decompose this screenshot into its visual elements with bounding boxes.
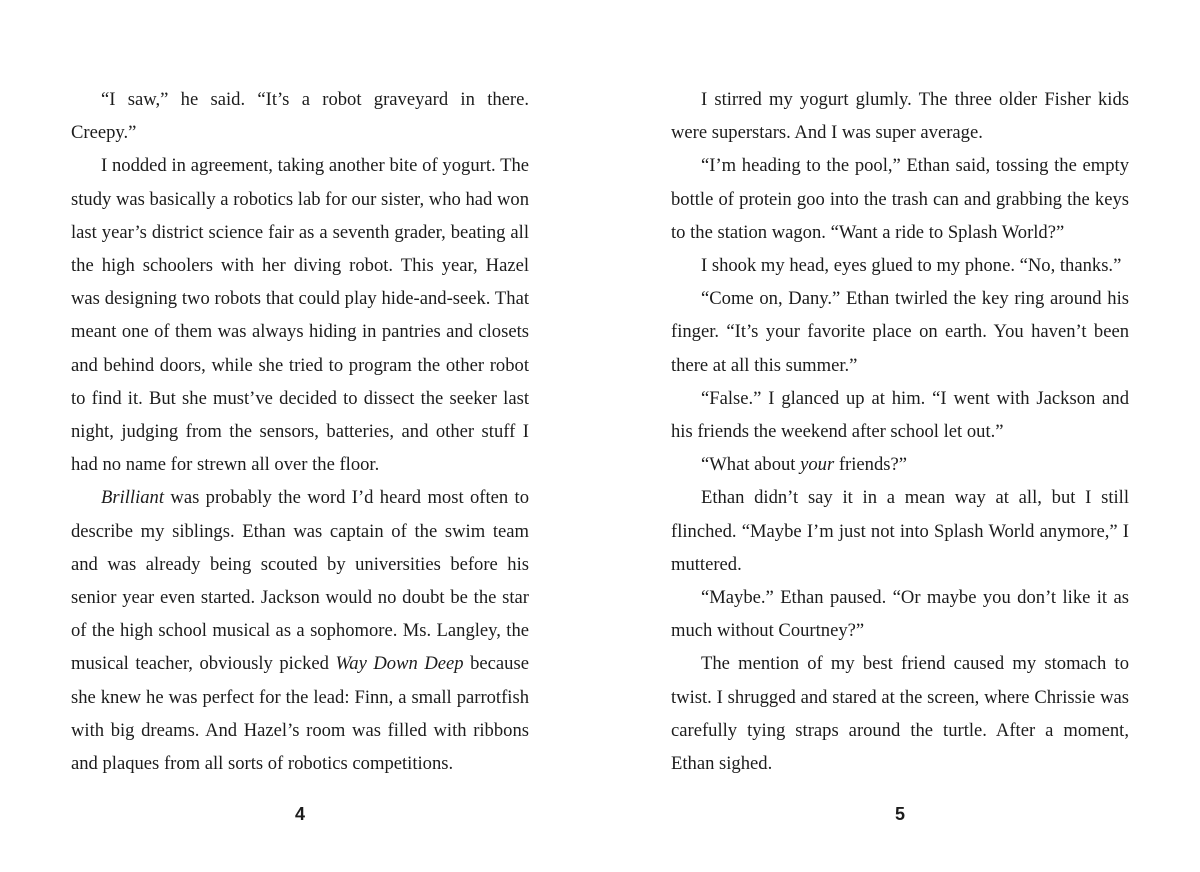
paragraph bbox=[71, 149, 529, 481]
paragraph bbox=[71, 481, 529, 780]
text-run: friends?” bbox=[834, 454, 908, 476]
text-run: because she knew he was perfect for the lead: Finn, a small parrotfish with big dreams. And Hazel’s room was filled with ribbons and plaques from all sorts of robotics competitions. bbox=[71, 653, 529, 775]
paragraph bbox=[671, 647, 1129, 780]
text-run: “I’m heading to the pool,” Ethan said, tossing the empty bottle of protein goo into the trash can and grabbing the keys to the station wagon. “Want a ride to Splash World?” bbox=[671, 155, 1129, 243]
paragraph bbox=[671, 382, 1129, 448]
italic-text: your bbox=[800, 454, 835, 476]
italic-text: Way Down Deep bbox=[335, 653, 464, 675]
paragraph bbox=[671, 149, 1129, 249]
text-run: I stirred my yogurt glumly. The three older Fisher kids were superstars. And I was super average. bbox=[671, 89, 1129, 144]
page-number-left: 4 bbox=[294, 804, 305, 824]
paragraph bbox=[671, 581, 1129, 647]
text-run: Ethan didn’t say it in a mean way at all, but I still flinched. “Maybe I’m just not into Splash World anymore,” I muttered. bbox=[671, 487, 1129, 575]
text-run: I nodded in agreement, taking another bite of yogurt. The study was basically a robotics lab for our sister, who had won last year’s district science fair as a seventh grader, beating all the high schoolers with her diving robot. This year, Hazel was designing two robots that could play hide-and-seek. That meant one of them was always hiding in pantries and closets and behind doors, while she tried to program the other robot to find it. But she must’ve decided to dissect the seeker last night, judging from the sensors, batteries, and other stuff I had no name for strewn all over the floor. bbox=[71, 155, 529, 476]
text-run: “Maybe.” Ethan paused. “Or maybe you don’t like it as much without Courtney?” bbox=[671, 587, 1129, 642]
text-run: I shook my head, eyes glued to my phone. “No, thanks.” bbox=[701, 255, 1122, 277]
right-page-body bbox=[671, 83, 1129, 780]
text-run: “What about bbox=[701, 454, 801, 476]
paragraph bbox=[671, 282, 1129, 382]
page-number-right: 5 bbox=[894, 804, 905, 824]
text-run: was probably the word I’d heard most often to describe my siblings. Ethan was captain of the swim team and was already being scouted by universities before his senior year even started. Jackson would no doubt be the star of the high school musical as a sophomore. Ms. Langley, the musical teacher, obviously picked bbox=[71, 487, 529, 675]
paragraph bbox=[671, 83, 1129, 149]
paragraph bbox=[671, 249, 1129, 282]
text-run: The mention of my best friend caused my stomach to twist. I shrugged and stared at the screen, where Chrissie was carefully tying straps around the turtle. After a moment, Ethan sighed. bbox=[671, 653, 1129, 775]
text-run: “False.” I glanced up at him. “I went with Jackson and his friends the weekend after school let out.” bbox=[671, 387, 1129, 443]
paragraph bbox=[671, 448, 1129, 481]
paragraph bbox=[671, 481, 1129, 581]
left-page-body bbox=[71, 83, 529, 780]
italic-text: Brilliant bbox=[101, 487, 165, 509]
text-run: “Come on, Dany.” Ethan twirled the key ring around his finger. “It’s your favorite place on earth. You haven’t been there at all this summer.” bbox=[671, 288, 1129, 376]
text-run: “I saw,” he said. “It’s a robot graveyard in there. Creepy.” bbox=[71, 89, 529, 144]
paragraph bbox=[71, 83, 529, 149]
